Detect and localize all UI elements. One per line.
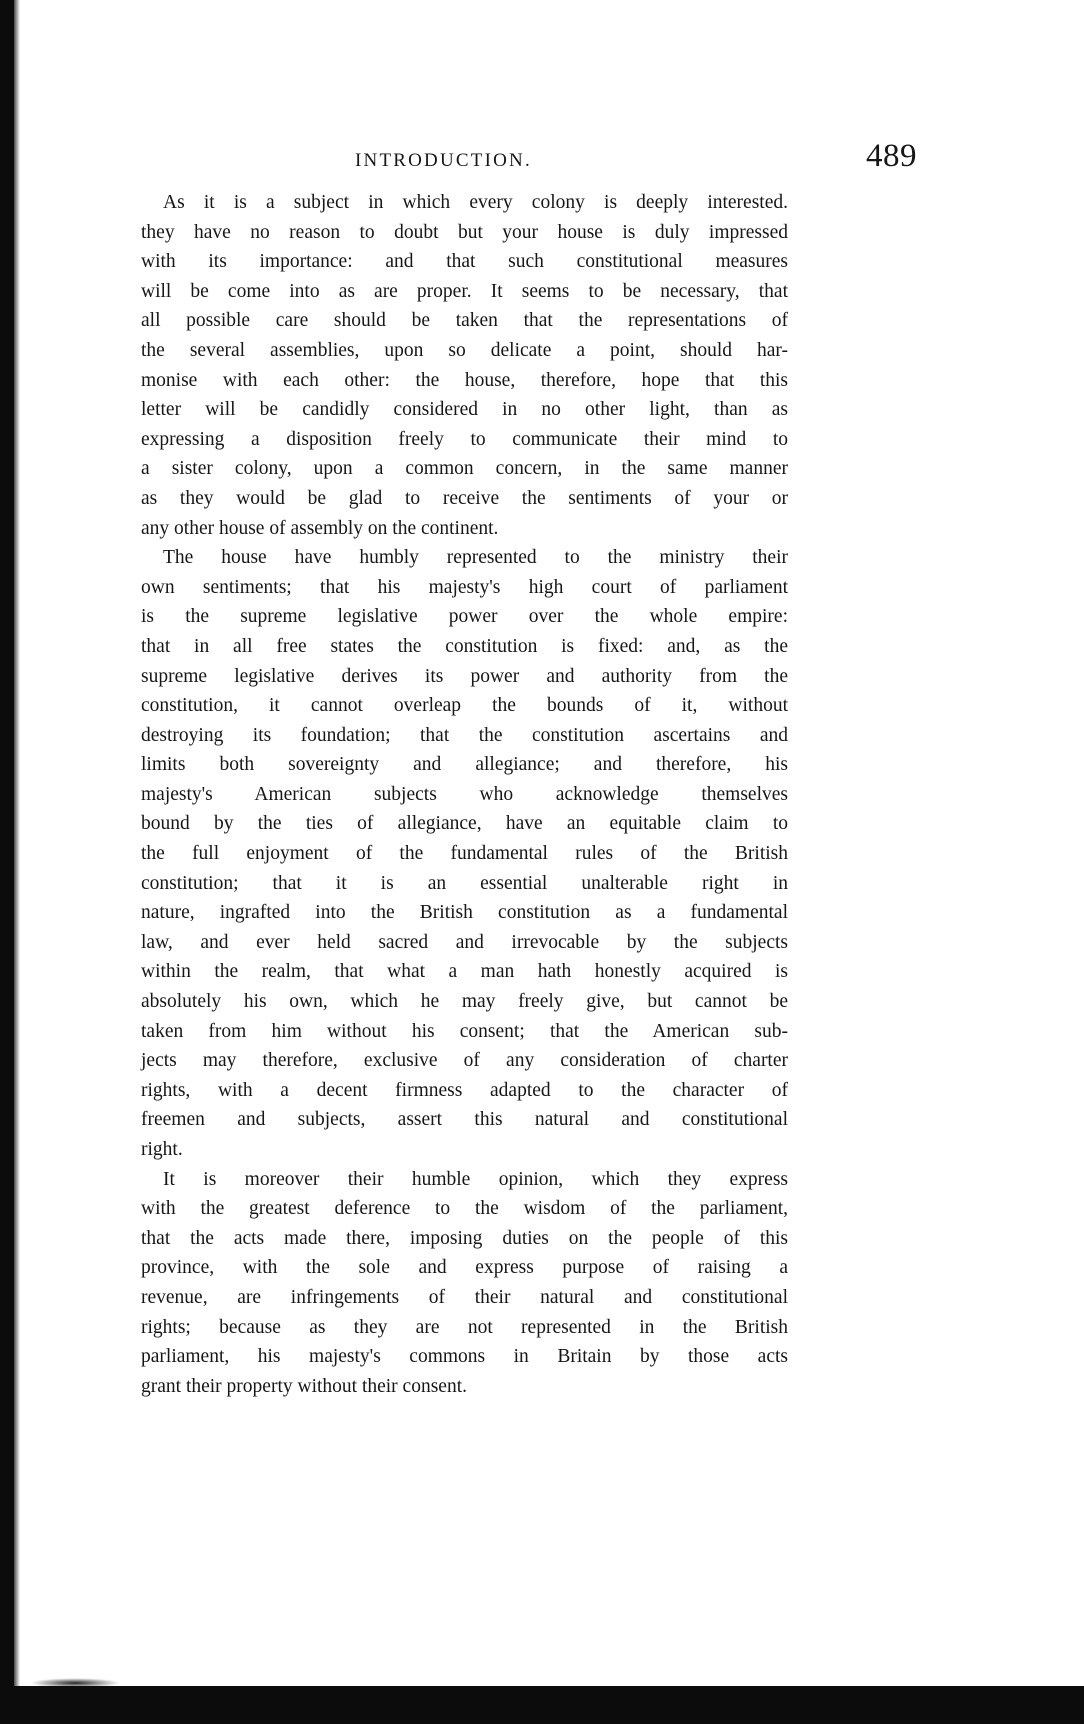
- text-line: expressing a disposition freely to communicate their mind to: [141, 428, 788, 450]
- text-line: will be come into as are proper. It seems to be necessary, that: [141, 280, 788, 302]
- text-line: province, with the sole and express purpose of raising a: [141, 1257, 788, 1279]
- text-line: jects may therefore, exclusive of any consideration of charter: [141, 1050, 788, 1072]
- text-line: is the supreme legislative power over the whole empire:: [141, 606, 788, 628]
- text-line: a sister colony, upon a common concern, in the same manner: [141, 458, 788, 480]
- text-line: that the acts made there, imposing duties on the people of this: [141, 1227, 788, 1249]
- text-line: letter will be candidly considered in no other light, than as: [141, 399, 788, 421]
- text-line: rights; because as they are not represented in the British: [141, 1316, 788, 1338]
- text-line: parliament, his majesty's commons in Britain by those acts: [141, 1346, 788, 1368]
- text-line: absolutely his own, which he may freely give, but cannot be: [141, 991, 788, 1013]
- text-line: grant their property without their consent.: [141, 1375, 467, 1397]
- text-line: constitution, it cannot overleap the bounds of it, without: [141, 695, 788, 717]
- text-line: the several assemblies, upon so delicate a point, should har-: [141, 339, 788, 361]
- text-line: they have no reason to doubt but your house is duly impressed: [141, 221, 788, 243]
- text-line: with the greatest deference to the wisdom of the parliament,: [141, 1198, 788, 1220]
- text-line: As it is a subject in which every colony is deeply interested.: [163, 192, 788, 213]
- text-line: own sentiments; that his majesty's high court of parliament: [141, 576, 788, 598]
- binding-edge-shadow: [14, 0, 20, 1724]
- text-line: supreme legislative derives its power and authority from the: [141, 665, 788, 687]
- page-number: 489: [866, 138, 917, 174]
- text-line: It is moreover their humble opinion, which they express: [163, 1168, 788, 1190]
- text-line: law, and ever held sacred and irrevocable by the subjects: [141, 931, 788, 953]
- text-line: all possible care should be taken that the representations of: [141, 310, 788, 332]
- paragraph-3: [141, 1165, 788, 1402]
- text-line: bound by the ties of allegiance, have an equitable claim to: [141, 813, 788, 835]
- text-line: the full enjoyment of the fundamental rules of the British: [141, 843, 788, 865]
- text-line: revenue, are infringements of their natural and constitutional: [141, 1286, 788, 1308]
- text-line: any other house of assembly on the continent.: [141, 517, 499, 539]
- text-line: The house have humbly represented to the ministry their: [163, 547, 788, 569]
- text-line: monise with each other: the house, therefore, hope that this: [141, 369, 788, 391]
- text-line: as they would be glad to receive the sentiments of your or: [141, 487, 788, 509]
- text-line: destroying its foundation; that the constitution ascertains and: [141, 724, 788, 746]
- text-line: constitution; that it is an essential unalterable right in: [141, 872, 788, 894]
- text-line: within the realm, that what a man hath honestly acquired is: [141, 961, 788, 983]
- binding-edge: [0, 0, 14, 1724]
- body-text: [141, 188, 788, 1401]
- text-line: nature, ingrafted into the British constitution as a fundamental: [141, 902, 788, 924]
- text-line: right.: [141, 1139, 183, 1160]
- paragraph-1: [141, 188, 788, 543]
- bottom-scan-edge: [0, 1686, 1084, 1724]
- text-line: that in all free states the constitution is fixed: and, as the: [141, 635, 788, 657]
- page-header: [140, 138, 940, 188]
- text-line: rights, with a decent firmness adapted to the character of: [141, 1079, 788, 1101]
- text-line: freemen and subjects, assert this natural and constitutional: [141, 1109, 788, 1131]
- text-line: taken from him without his consent; that the American sub-: [141, 1020, 788, 1042]
- text-line: majesty's American subjects who acknowledge themselves: [141, 783, 788, 805]
- text-line: with its importance: and that such constitutional measures: [141, 251, 788, 273]
- running-head: INTRODUCTION.: [355, 150, 532, 171]
- text-line: limits both sovereignty and allegiance; and therefore, his: [141, 754, 788, 776]
- paragraph-2: [141, 543, 788, 1164]
